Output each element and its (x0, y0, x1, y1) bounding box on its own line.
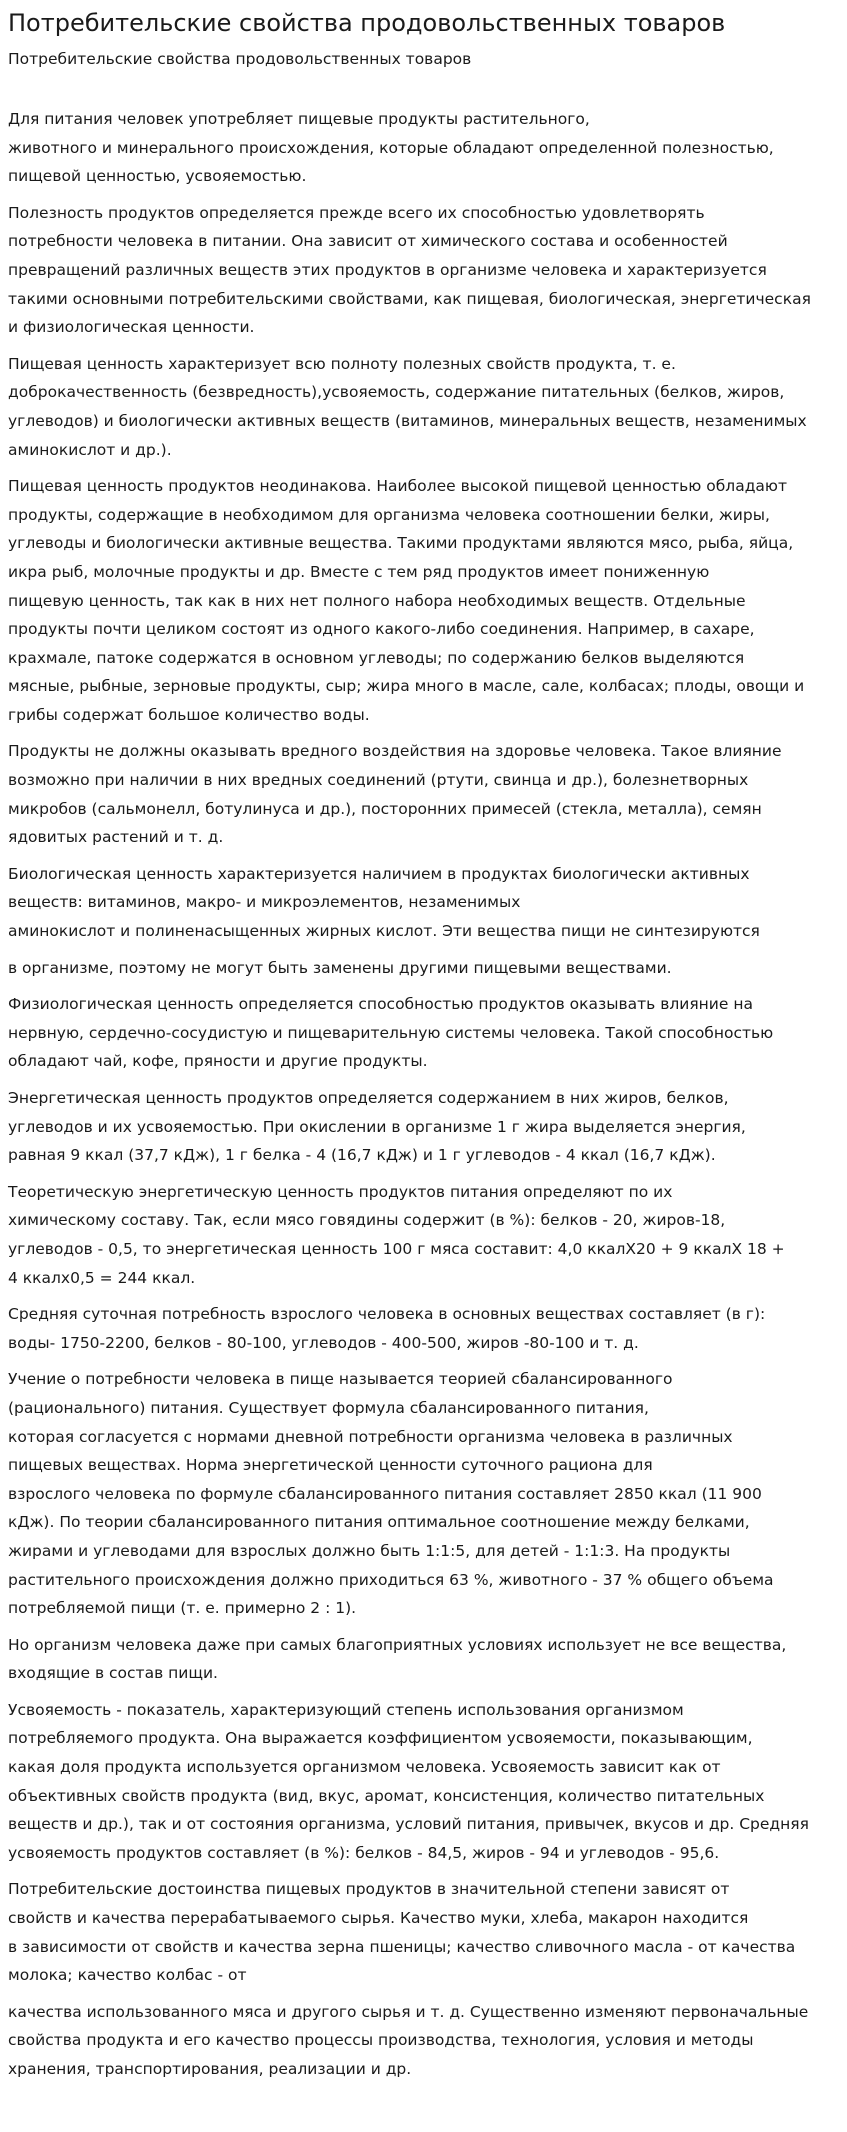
paragraph-line: потребности человека в питании. Она зависит от химического состава и особенностей (8, 232, 728, 251)
paragraph-line: аминокислот и полиненасыщенных жирных кислот. Эти вещества пищи не синтезируются (8, 922, 760, 941)
paragraph (8, 1365, 836, 1622)
paragraph-line: грибы содержат большое количество воды. (8, 705, 370, 724)
paragraph-line: равная 9 ккал (37,7 кДж), 1 г белка - 4 (16,7 кДж) и 1 г углеводов - 4 ккал (16,7 кДж). (8, 1146, 716, 1165)
paragraph-line: веществ и др.), так и от состояния организма, условий питания, привычек, вкусов и др. Средняя (8, 1815, 809, 1834)
paragraph-line: микробов (сальмонелл, ботулинуса и др.), посторонних примесей (стекла, металла), семян (8, 799, 762, 818)
paragraph (8, 860, 836, 946)
paragraph-line: Физиологическая ценность определяется способностью продуктов оказывать влияние на (8, 995, 753, 1014)
paragraph-line: доброкачественность (безвредность),усвояемость, содержание питательных (белков, жиров, (8, 383, 785, 402)
paragraph-line: воды- 1750-2200, белков - 80-100, углеводов - 400-500, жиров -80-100 и т. д. (8, 1333, 639, 1352)
paragraph-line: ядовитых растений и т. д. (8, 828, 224, 847)
paragraph (8, 1178, 836, 1292)
paragraph (8, 1875, 836, 1989)
paragraph (8, 472, 836, 729)
paragraph-line: превращений различных веществ этих продуктов в организме человека и характеризуется (8, 260, 767, 279)
paragraph-line: объективных свойств продукта (вид, вкус, аромат, консистенция, количество питательных (8, 1786, 765, 1805)
paragraph-line: пищевых веществах. Норма энергетической ценности суточного рациона для (8, 1456, 653, 1475)
paragraph-line: в организме, поэтому не могут быть заменены другими пищевыми веществами. (8, 958, 672, 977)
paragraph-line: углеводов) и биологически активных веществ (витаминов, минеральных веществ, незаменимых (8, 411, 807, 430)
paragraph (8, 105, 836, 191)
article-body (8, 105, 836, 2084)
paragraph-line: икра рыб, молочные продукты и др. Вместе с тем ряд продуктов имеет пониженную (8, 562, 710, 581)
paragraph-line: 4 ккалx0,5 = 244 ккал. (8, 1268, 196, 1287)
paragraph (8, 199, 836, 342)
paragraph-line: нервную, сердечно-сосудистую и пищеварительную системы человека. Такой способностью (8, 1023, 774, 1042)
paragraph-line: крахмале, патоке содержатся в основном углеводы; по содержанию белков выделяются (8, 648, 745, 667)
paragraph-line: хранения, транспортирования, реализации и др. (8, 2060, 412, 2078)
paragraph-line: свойства продукта и его качество процессы производства, технология, условия и методы (8, 2031, 754, 2050)
paragraph-line: продукты почти целиком состоят из одного какого-либо соединения. Например, в сахаре, (8, 620, 755, 639)
page-title: Потребительские свойства продовольственных товаров (8, 9, 726, 37)
paragraph (8, 737, 836, 851)
paragraph (8, 1696, 836, 1868)
paragraph (8, 1998, 836, 2084)
paragraph-line: молока; качество колбас - от (8, 1966, 247, 1985)
paragraph-line: качества использованного мяса и другого сырья и т. д. Существенно изменяют первоначальные (8, 2002, 809, 2021)
paragraph-line: Пищевая ценность продуктов неодинакова. Наиболее высокой пищевой ценностью обладают (8, 477, 787, 496)
paragraph-line: Для питания человек употребляет пищевые продукты растительного, (8, 110, 590, 128)
paragraph-line: Усвояемость - показатель, характеризующий степень использования организмом (8, 1700, 684, 1719)
page-subtitle: Потребительские свойства продовольственных товаров (8, 50, 472, 68)
paragraph-line: Учение о потребности человека в пище называется теорией сбалансированного (8, 1370, 673, 1389)
paragraph-line: какая доля продукта используется организмом человека. Усвояемость зависит как от (8, 1758, 721, 1777)
paragraph-line: в зависимости от свойств и качества зерна пшеницы; качество сливочного масла - от качества (8, 1937, 796, 1956)
paragraph (8, 1084, 836, 1170)
paragraph-line: свойств и качества перерабатываемого сырья. Качество муки, хлеба, макарон находится (8, 1909, 749, 1928)
paragraph-line: усвояемость продуктов составляет (в %): белков - 84,5, жиров - 94 и углеводов - 95,6. (8, 1843, 720, 1862)
paragraph (8, 1631, 836, 1688)
paragraph-line: потребляемой пищи (т. е. примерно 2 : 1). (8, 1599, 357, 1618)
paragraph-line: мясные, рыбные, зерновые продукты, сыр; жира много в масле, сале, колбасах; плоды, овощи и (8, 677, 805, 696)
paragraph-line: пищевую ценность, так как в них нет полного набора необходимых веществ. Отдельные (8, 591, 746, 610)
paragraph-line: растительного происхождения должно приходиться 63 %, животного - 37 % общего объема (8, 1570, 774, 1589)
paragraph-line: животного и минерального происхождения, которые обладают определенной полезностью, (8, 138, 774, 157)
paragraph-line: возможно при наличии в них вредных соединений (ртути, свинца и др.), болезнетворных (8, 771, 749, 790)
paragraph-line: Энергетическая ценность продуктов определяется содержанием в них жиров, белков, (8, 1089, 729, 1107)
paragraph-line: аминокислот и др.). (8, 440, 172, 459)
paragraph-line: Средняя суточная потребность взрослого человека в основных веществах составляет (в г): (8, 1305, 766, 1324)
paragraph-line: Биологическая ценность характеризуется наличием в продуктах биологически активных (8, 864, 750, 883)
paragraph-line: Полезность продуктов определяется прежде всего их способностью удовлетворять (8, 203, 705, 222)
paragraph-line: Продукты не должны оказывать вредного воздействия на здоровье человека. Такое влияние (8, 742, 782, 761)
paragraph-line: продукты, содержащие в необходимом для организма человека соотношении белки, жиры, (8, 505, 770, 524)
paragraph-line: углеводы и биологически активные вещества. Такими продуктами являются мясо, рыба, яйца, (8, 534, 794, 553)
paragraph-line: которая согласуется с нормами дневной потребности организма человека в различных (8, 1427, 733, 1446)
paragraph-line: и физиологическая ценности. (8, 318, 255, 337)
paragraph-line: кДж). По теории сбалансированного питания оптимальное соотношение между белками, (8, 1513, 750, 1532)
paragraph (8, 954, 836, 983)
paragraph-line: жирами и углеводами для взрослых должно быть 1:1:5, для детей - 1:1:3. На продукты (8, 1541, 731, 1560)
paragraph-line: такими основными потребительскими свойствами, как пищевая, биологическая, энергетическая (8, 289, 811, 308)
paragraph-line: взрослого человека по формуле сбалансированного питания составляет 2850 ккал (11 900 (8, 1484, 762, 1503)
paragraph-line: Потребительские достоинства пищевых продуктов в значительной степени зависят от (8, 1880, 730, 1899)
paragraph-line: пищевой ценностью, усвояемостью. (8, 167, 307, 186)
paragraph-line: веществ: витаминов, макро- и микроэлементов, незаменимых (8, 893, 521, 912)
paragraph-line: Пищевая ценность характеризует всю полноту полезных свойств продукта, т. е. (8, 354, 676, 373)
paragraph-line: Теоретическую энергетическую ценность продуктов питания определяют по их (8, 1182, 673, 1201)
paragraph-line: углеводов и их усвояемостью. При окислении в организме 1 г жира выделяется энергия, (8, 1117, 746, 1136)
paragraph-line: (рационального) питания. Существует формула сбалансированного питания, (8, 1398, 649, 1417)
paragraph-line: химическому составу. Так, если мясо говядины содержит (в %): белков - 20, жиров-18, (8, 1211, 726, 1230)
paragraph (8, 350, 836, 464)
paragraph-line: Но организм человека даже при самых благоприятных условиях использует не все вещества, (8, 1635, 787, 1654)
paragraph-line: потребляемого продукта. Она выражается коэффициентом усвояемости, показывающим, (8, 1729, 753, 1748)
paragraph-line: входящие в состав пищи. (8, 1664, 218, 1683)
paragraph-line: обладают чай, кофе, пряности и другие продукты. (8, 1052, 428, 1071)
paragraph-line: углеводов - 0,5, то энергетическая ценность 100 г мяса составит: 4,0 ккалX20 + 9 ккалX 18 + (8, 1239, 785, 1258)
paragraph (8, 990, 836, 1076)
paragraph (8, 1300, 836, 1357)
